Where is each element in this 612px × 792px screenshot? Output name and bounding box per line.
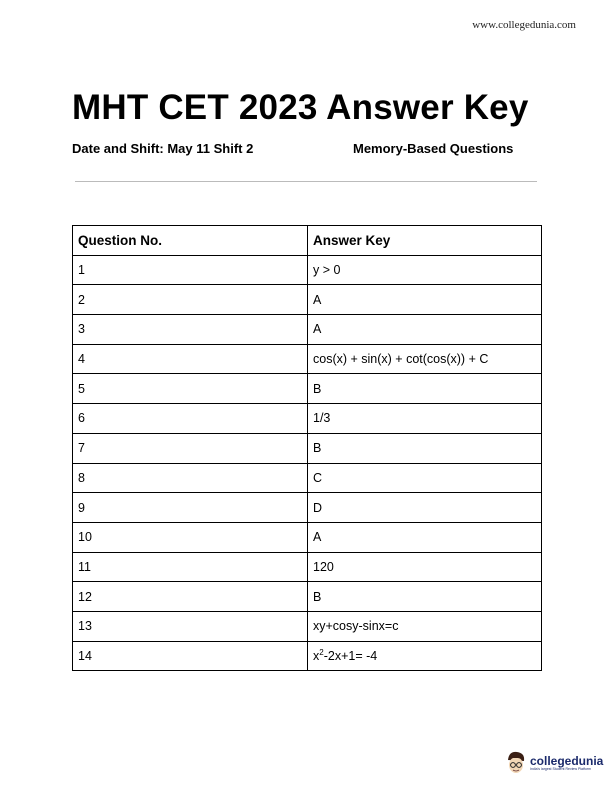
table-row: [73, 285, 542, 315]
answer-superscript: 2: [319, 648, 324, 658]
answer-cell: C: [308, 463, 542, 493]
table-row: [73, 641, 542, 671]
question-cell: 12: [73, 582, 308, 612]
table-row: [73, 374, 542, 404]
answer-cell: A: [308, 522, 542, 552]
answer-cell: B: [308, 374, 542, 404]
answer-cell: 120: [308, 552, 542, 582]
question-cell: 9: [73, 493, 308, 523]
page-title: MHT CET 2023 Answer Key: [72, 88, 529, 127]
mascot-icon: [505, 750, 527, 776]
table-row: [73, 493, 542, 523]
answer-cell: [308, 641, 542, 671]
question-cell: 3: [73, 315, 308, 345]
date-shift: Date and Shift: May 11 Shift 2: [72, 141, 254, 156]
answer-rest: -2x+1= -4: [323, 649, 378, 664]
question-cell: 2: [73, 285, 308, 315]
answer-cell: A: [308, 285, 542, 315]
question-cell: 14: [73, 641, 308, 671]
answer-cell: A: [308, 315, 542, 345]
question-cell: 1: [73, 255, 308, 285]
table-row: [73, 463, 542, 493]
answer-cell: y > 0: [308, 255, 542, 285]
table-header-row: [73, 226, 542, 256]
table-row: [73, 404, 542, 434]
question-cell: 13: [73, 611, 308, 641]
memory-note: Memory-Based Questions: [353, 141, 514, 156]
answer-cell: cos(x) + sin(x) + cot(cos(x)) + C: [308, 344, 542, 374]
collegedunia-logo: [505, 750, 603, 776]
question-cell: 6: [73, 404, 308, 434]
answer-key-table: [72, 225, 542, 671]
question-cell: 10: [73, 522, 308, 552]
table-row: [73, 522, 542, 552]
header-question-no: Question No.: [73, 226, 308, 256]
logo-tagline: India's largest Student Review Platform: [530, 767, 591, 771]
divider: [75, 181, 537, 182]
table-row: [73, 582, 542, 612]
question-cell: 4: [73, 344, 308, 374]
table-row: [73, 433, 542, 463]
answer-cell: 1/3: [308, 404, 542, 434]
question-cell: 5: [73, 374, 308, 404]
answer-cell: D: [308, 493, 542, 523]
question-cell: 7: [73, 433, 308, 463]
answer-cell: B: [308, 582, 542, 612]
answer-cell: xy+cosy-sinx=c: [308, 611, 542, 641]
table-row: [73, 611, 542, 641]
question-cell: 11: [73, 552, 308, 582]
table-row: [73, 315, 542, 345]
logo-text: collegedunia: [530, 754, 604, 768]
header-answer-key: Answer Key: [308, 226, 542, 256]
question-cell: 8: [73, 463, 308, 493]
answer-cell: B: [308, 433, 542, 463]
site-url: www.collegedunia.com: [472, 19, 576, 31]
table-row: [73, 255, 542, 285]
table-row: [73, 344, 542, 374]
answer-base: x: [313, 649, 320, 664]
table-row: [73, 552, 542, 582]
